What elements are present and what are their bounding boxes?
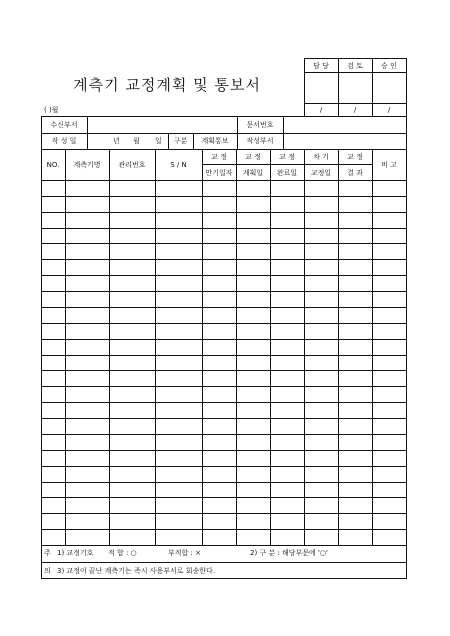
table-row-line	[41, 386, 407, 387]
date-label: 작 성 일	[51, 137, 77, 145]
date-day: 일	[155, 137, 162, 145]
note1-fail: 부적합 : ×	[168, 549, 201, 557]
doc-number-label: 문서번호	[246, 121, 274, 129]
note2-prefix: 의	[44, 567, 51, 575]
table-row-line	[41, 466, 407, 467]
form-title: 계측기 교정계획 및 통보서	[73, 76, 261, 94]
col-header-result-bottom: 결 과	[347, 169, 363, 177]
column-divider	[65, 149, 66, 545]
col-header-plan-bottom: 계획일	[242, 169, 264, 177]
column-divider	[236, 149, 237, 545]
table-row-line	[41, 370, 407, 371]
col-header-result-top: 교 정	[347, 153, 363, 161]
table-row-line	[41, 450, 407, 451]
col-header-serial: S / N	[170, 161, 187, 169]
table-row-line	[41, 339, 407, 340]
writer-dept-label: 작성부서	[246, 137, 274, 145]
table-row-line	[41, 228, 407, 229]
note1-prefix: 주	[44, 549, 51, 557]
month-label: ( )월	[44, 106, 59, 114]
note2-text: 3) 교정이 끝난 계측기는 즉시 사용부서로 회송한다.	[57, 567, 215, 575]
col-header-done-top: 교 정	[279, 153, 295, 161]
date-year: 년	[113, 137, 120, 145]
table-row-line	[41, 275, 407, 276]
col-header-instrument: 계측기명	[73, 161, 101, 169]
col-header-next-top: 차 기	[313, 153, 329, 161]
column-divider	[372, 149, 373, 545]
table-row-line	[41, 323, 407, 324]
column-divider	[304, 149, 305, 545]
table-row-line	[41, 529, 407, 530]
approval-header-review: 검 토	[347, 62, 363, 70]
column-divider	[202, 149, 203, 545]
table-row-line	[41, 513, 407, 514]
approval-header-approve: 승 인	[381, 62, 397, 70]
table-row-line	[41, 259, 407, 260]
col-header-done-bottom: 완료일	[276, 169, 298, 177]
note1-pass: 적 합 : ○	[108, 549, 137, 557]
date-month: 월	[133, 137, 140, 145]
table-row-line	[41, 291, 407, 292]
table-row-line	[41, 355, 407, 356]
table-row-line	[41, 196, 407, 197]
table-row-line	[41, 545, 407, 546]
col-header-expiry-top: 교 정	[211, 153, 227, 161]
note1-calibration-code: 1) 교정기호	[57, 549, 94, 557]
table-row-line	[41, 482, 407, 483]
col-header-plan-top: 교 정	[245, 153, 261, 161]
column-divider	[270, 149, 271, 545]
category-value: 계획통보	[201, 137, 229, 145]
column-divider	[338, 149, 339, 545]
approval-header-staff: 담 당	[313, 62, 329, 70]
table-row-line	[41, 212, 407, 213]
col-header-no: NO.	[46, 161, 60, 169]
approval-date-mark: /	[387, 106, 391, 114]
category-label: 구분	[173, 137, 188, 145]
table-row-line	[41, 434, 407, 435]
table-row-line	[41, 243, 407, 244]
table-row-line	[41, 307, 407, 308]
col-header-remarks: 비 고	[381, 161, 397, 169]
col-header-mgmt-no: 관리번호	[118, 161, 146, 169]
table-row-line	[41, 402, 407, 403]
notes-divider	[41, 562, 407, 563]
receiving-dept-label: 수신부서	[50, 121, 78, 129]
column-divider	[155, 149, 156, 545]
col-header-next-bottom: 교정일	[310, 169, 332, 177]
note1-category: 2) 구 분 : 해당부문에 '○'	[250, 549, 328, 557]
header-divider	[202, 164, 372, 165]
table-row-line	[41, 497, 407, 498]
approval-date-mark: /	[353, 106, 357, 114]
table-row-line	[41, 418, 407, 419]
column-divider	[109, 149, 110, 545]
col-header-expiry-bottom: 만기일자	[205, 169, 233, 177]
approval-date-mark: /	[319, 106, 323, 114]
